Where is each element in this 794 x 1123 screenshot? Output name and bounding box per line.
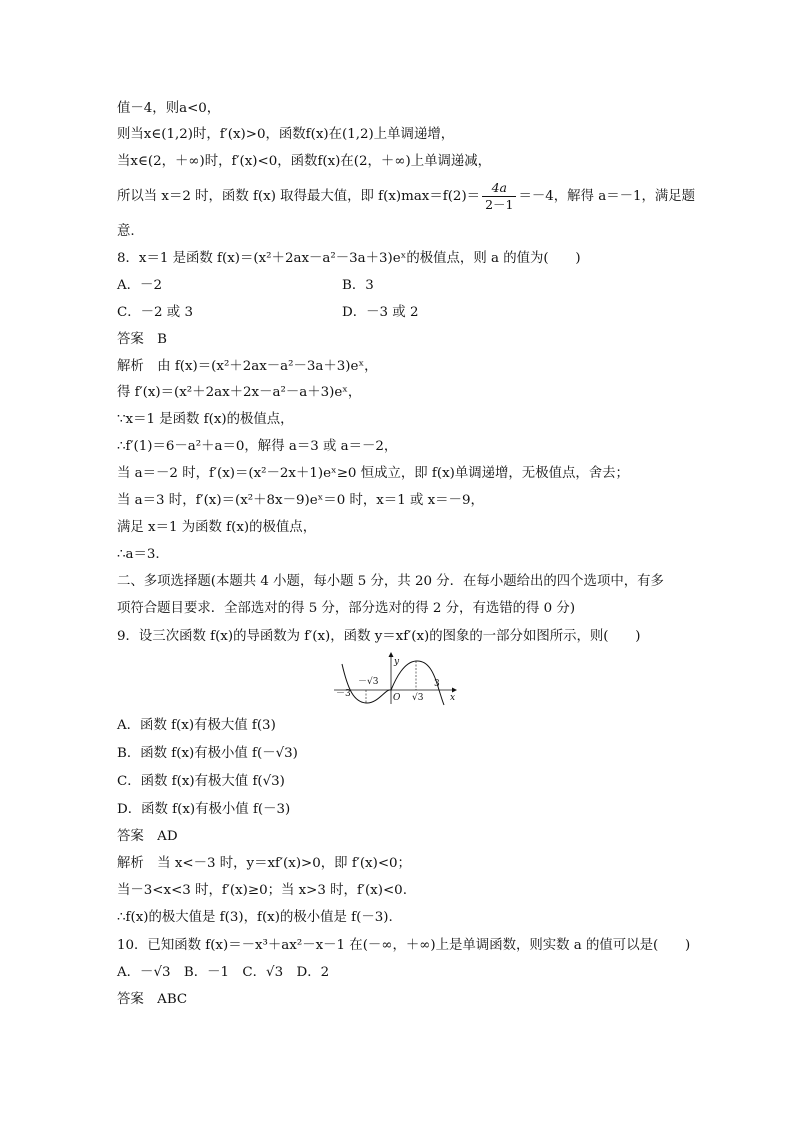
question-9: 9．设三次函数 f(x)的导函数为 f′(x)，函数 y＝xf′(x)的图象的一部分如图所示，则( ): [117, 629, 641, 644]
text-line: 则当x∈(1,2)时，f′(x)>0，函数f(x)在(1,2)上单调递增，: [117, 127, 455, 142]
solution-line: 解析 当 x<－3 时，y＝xf′(x)>0，即 f′(x)<0；: [117, 856, 411, 871]
solution-line: ∵x＝1 是函数 f(x)的极值点，: [117, 412, 294, 427]
function-graph: [334, 650, 458, 706]
answer-10: 答案 ABC: [117, 992, 188, 1007]
solution-line: ∴f(x)的极大值是 f(3)，f(x)的极小值是 f(－3).: [117, 910, 393, 925]
solution-line: 满足 x＝1 为函数 f(x)的极值点，: [117, 520, 317, 535]
solution-line: 当 a＝3 时，f′(x)＝(x²＋8x－9)eˣ＝0 时，x＝1 或 x＝－9，: [117, 493, 484, 508]
answer-8: 答案 B: [117, 332, 168, 347]
section-heading: 二、多项选择题(本题共 4 小题，每小题 5 分，共 20 分．在每小题给出的四个选项中，有多: [117, 574, 664, 589]
option-a: A．－2: [117, 278, 162, 293]
option-d: D．－3 或 2: [342, 305, 419, 320]
y-axis-label: y: [394, 657, 400, 667]
text-segment: 所以当 x＝2 时，函数 f(x) 取得最大值，即 f(x)max＝f(2)＝: [117, 189, 481, 204]
solution-line: 得 f′(x)＝(x²＋2ax＋2x－a²－a＋3)eˣ，: [117, 385, 362, 400]
solution-line: ∴f′(1)＝6－a²＋a＝0，解得 a＝3 或 a＝－2，: [117, 439, 398, 454]
text-line: 值－4，则a<0，: [117, 101, 221, 116]
solution-line: 解析 由 f(x)＝(x²＋2ax－a²－3a＋3)eˣ，: [117, 359, 378, 374]
text-line: 当x∈(2，＋∞)时，f′(x)<0，函数f(x)在(2，＋∞)上单调递减，: [117, 154, 492, 169]
question-8: 8．x＝1 是函数 f(x)＝(x²＋2ax－a²－3a＋3)eˣ的极值点，则 a 的值为( ): [117, 251, 581, 266]
fraction: [482, 180, 516, 213]
y-axis-arrow: [389, 652, 394, 657]
option-b: B．函数 f(x)有极小值 f(－√3): [117, 746, 298, 761]
origin-label: O: [393, 693, 401, 703]
section-heading: 项符合题目要求．全部选对的得 5 分，部分选对的得 2 分，有选错的得 0 分): [117, 601, 576, 616]
tick-label: 3: [434, 679, 440, 689]
solution-line: 当－3<x<3 时，f′(x)≥0；当 x>3 时，f′(x)<0.: [117, 883, 407, 898]
fraction-numerator: 4a: [482, 180, 516, 197]
option-d: D．函数 f(x)有极小值 f(－3): [117, 802, 291, 817]
tick-label: －√3: [358, 677, 379, 687]
option-c: C．函数 f(x)有极大值 f(√3): [117, 774, 285, 789]
text-segment: ＝－4，解得 a＝－1，满足题: [518, 189, 696, 204]
tick-label: －3: [336, 689, 351, 699]
option-c: C．－2 或 3: [117, 305, 193, 320]
answer-9: 答案 AD: [117, 829, 178, 844]
text-line-with-fraction: [117, 180, 695, 214]
solution-line: 当 a＝－2 时，f′(x)＝(x²－2x＋1)eˣ≥0 恒成立，即 f(x)单调递增，无极值点，舍去；: [117, 466, 629, 481]
fraction-denominator: 2－1: [485, 197, 514, 212]
x-axis-arrow: [452, 688, 457, 693]
tick-label: √3: [412, 693, 424, 703]
option-a: A．函数 f(x)有极大值 f(3): [117, 718, 276, 733]
solution-line: ∴a＝3.: [117, 547, 160, 562]
option-b: B．3: [342, 278, 374, 293]
question-10-options: A．－√3 B．－1 C．√3 D．2: [117, 965, 330, 980]
question-10: 10．已知函数 f(x)＝－x³＋ax²－x－1 在(－∞，＋∞)上是单调函数，则实数 a 的值可以是( ): [117, 938, 691, 953]
text-line: 意.: [117, 224, 135, 239]
x-axis-label: x: [450, 693, 456, 703]
